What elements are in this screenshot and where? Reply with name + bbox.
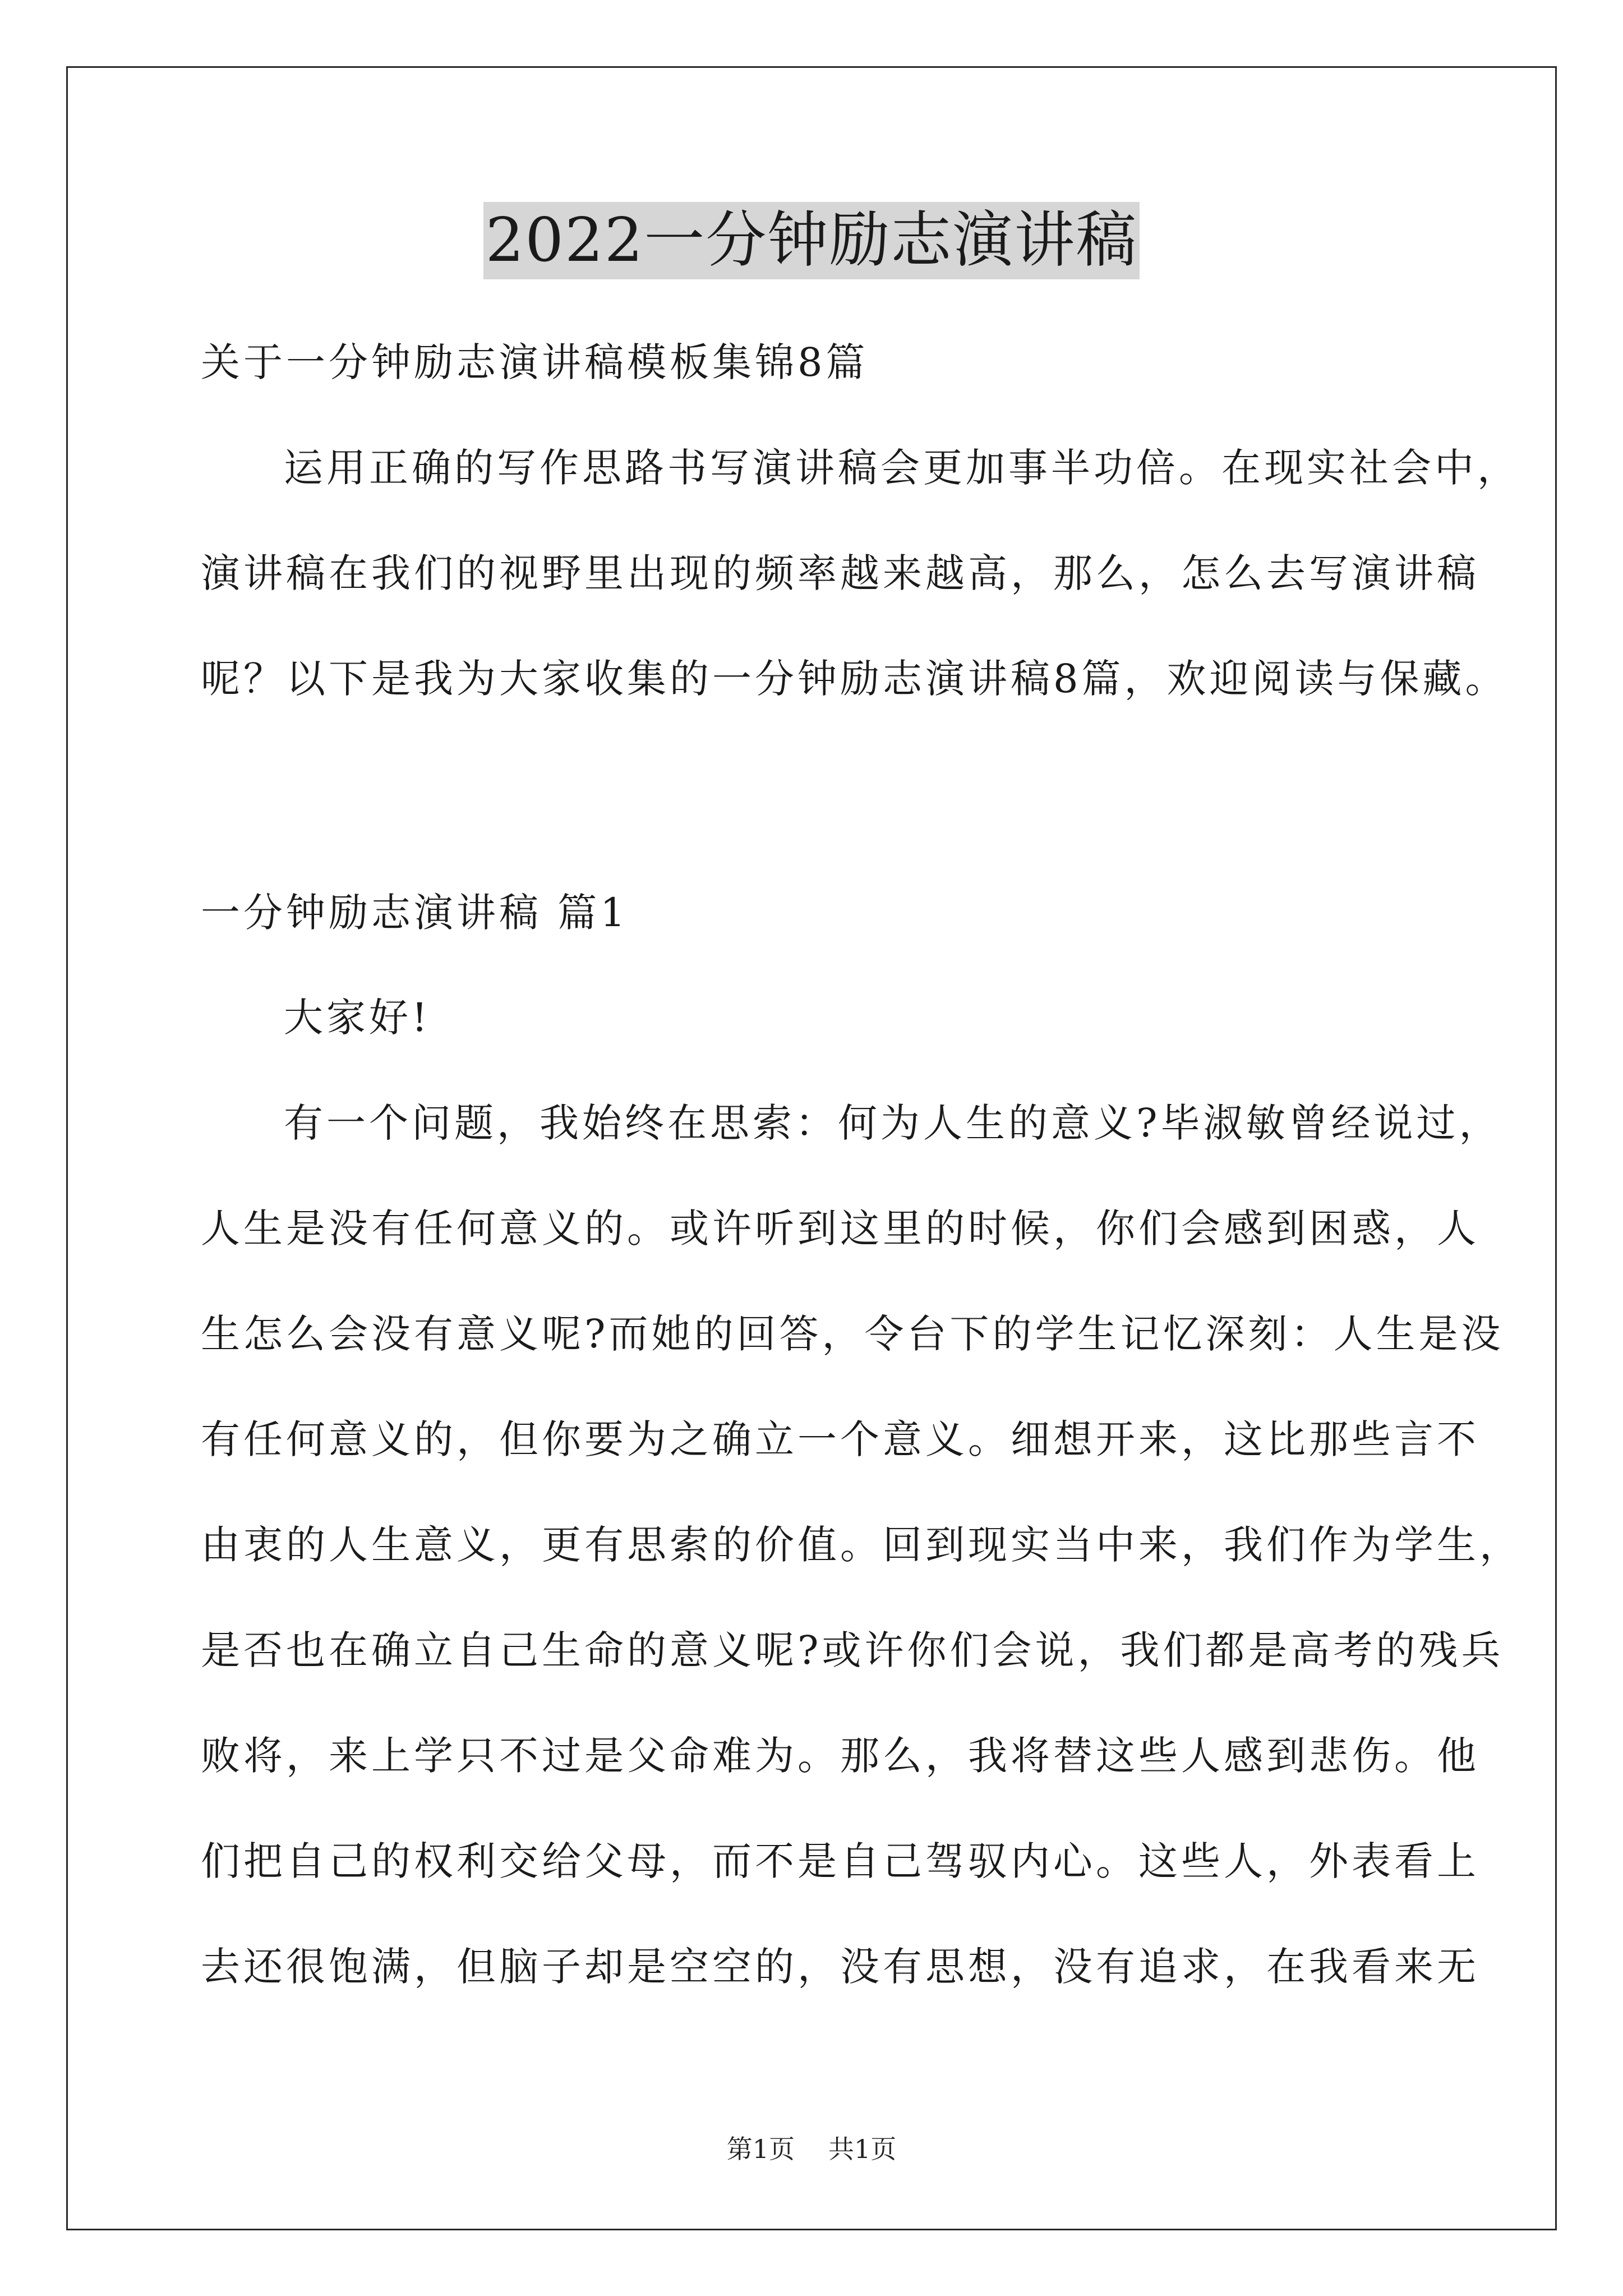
body-line: 有一个问题，我始终在思索：何为人生的意义?毕淑敏曾经说过， (284, 1100, 1502, 1146)
page-total: 共1页 (828, 2134, 897, 2164)
body-line: 败将，来上学只不过是父命难为。那么，我将替这些人感到悲伤。他 (201, 1733, 1479, 1779)
body-line: 有任何意义的，但你要为之确立一个意义。细想开来，这比那些言不 (201, 1416, 1479, 1462)
intro-line: 运用正确的写作思路书写演讲稿会更加事半功倍。在现实社会中， (284, 445, 1520, 491)
body-paragraph (201, 1070, 1522, 2019)
title-container (0, 202, 1623, 279)
body-line: 是否也在确立自己生命的意义呢?或许你们会说，我们都是高考的残兵 (201, 1627, 1504, 1673)
document-title: 2022一分钟励志演讲稿 (483, 202, 1140, 279)
section-heading: 一分钟励志演讲稿 篇1 (201, 890, 629, 936)
body-line: 去还很饱满，但脑子却是空空的，没有思想，没有追求，在我看来无 (201, 1944, 1479, 1990)
page-number: 第1页 (726, 2134, 795, 2164)
body-line: 人生是没有任何意义的。或许听到这里的时候，你们会感到困惑，人 (201, 1205, 1479, 1251)
intro-line: 呢？以下是我为大家收集的一分钟励志演讲稿8篇，欢迎阅读与保藏。 (201, 656, 1508, 702)
greeting-line: 大家好! (284, 995, 431, 1041)
intro-paragraph (201, 415, 1520, 731)
body-line: 们把自己的权利交给父母，而不是自己驾驭内心。这些人，外表看上 (201, 1838, 1479, 1884)
intro-line: 演讲稿在我们的视野里出现的频率越来越高，那么，怎么去写演讲稿 (201, 550, 1479, 596)
page-footer (0, 2129, 1623, 2166)
body-line: 生怎么会没有意义呢?而她的回答，令台下的学生记忆深刻：人生是没 (201, 1311, 1504, 1357)
body-line: 由衷的人生意义，更有思索的价值。回到现实当中来，我们作为学生， (201, 1522, 1522, 1568)
document-subtitle: 关于一分钟励志演讲稿模板集锦8篇 (201, 339, 869, 385)
